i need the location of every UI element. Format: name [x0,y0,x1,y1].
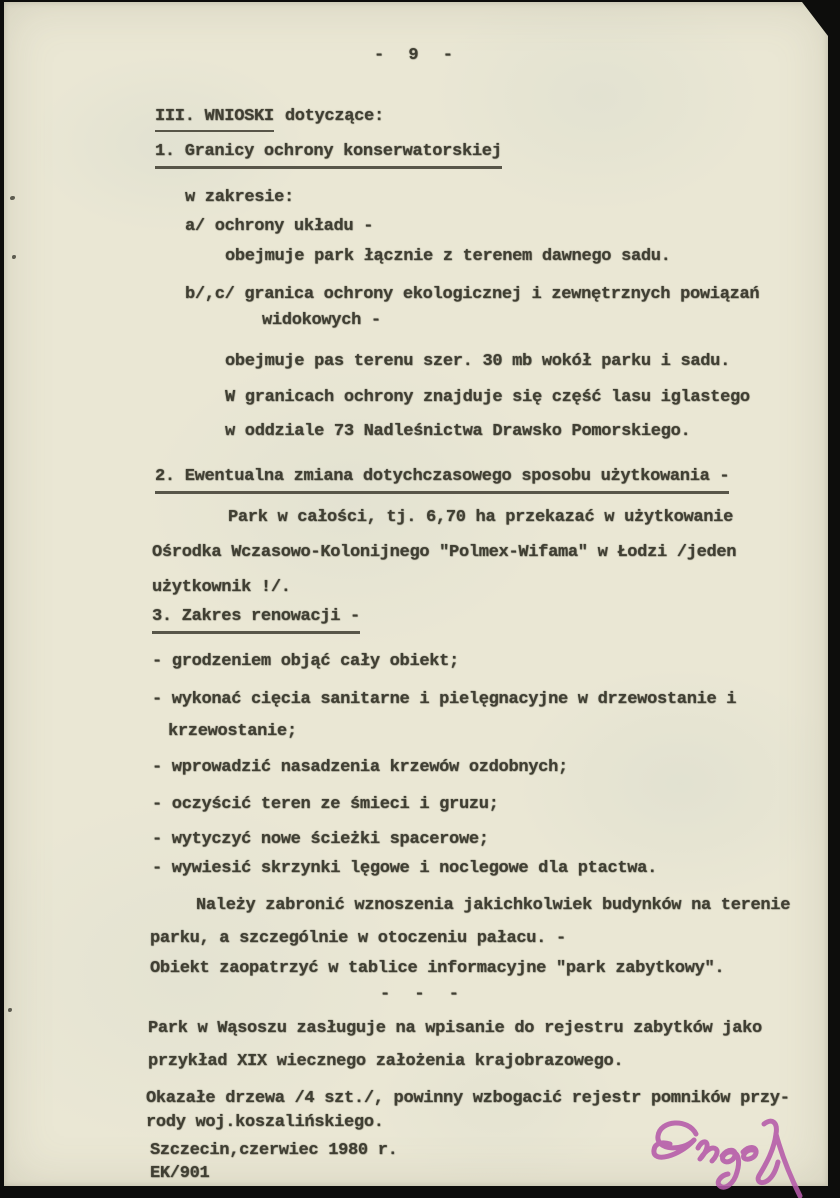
section-3-title-text: 3. Zakres renowacji - [152,606,360,634]
point-bc-body-line-3: w oddziale 73 Nadleśnictwa Drawsko Pomorskiego. [225,422,691,441]
section-3-title [152,606,360,634]
renovation-bullet-6: - wywiesić skrzynki lęgowe i noclegowe dla ptactwa. [152,859,657,878]
renovation-bullet-3: - wprowadzić nasadzenia krzewów ozdobnych; [152,758,568,777]
renovation-bullet-2-line-2: krzewostanie; [168,722,297,741]
renovation-bullet-2-line-1: - wykonać cięcia sanitarne i pielęgnacyjne w drzewostanie i [152,690,737,709]
section-2-body-line-1: Park w całości, tj. 6,70 ha przekazać w użytkowanie [228,508,733,527]
renovation-bullet-5: - wytyczyć nowe ścieżki spacerowe; [152,830,489,849]
section-heading [155,106,384,132]
section-1-title-text: 1. Granicy ochrony konserwatorskiej [155,141,502,169]
renovation-bullet-4: - oczyścić teren ze śmieci i gruzu; [152,795,499,814]
section-3-para-line-3: Obiekt zaopatrzyć w tablice informacyjne "park zabytkowy". [150,959,725,978]
heading-suffix: dotyczące: [284,107,384,126]
point-bc-label-line-2: widokowych - [262,311,381,330]
section-3-para-line-1: Należy zabronić wznoszenia jakichkolwiek budynków na terenie [196,896,791,915]
point-a-label: a/ ochrony układu - [185,217,374,236]
section-2-body-line-3: użytkownik !/. [152,578,291,597]
footer-reference: EK/901 [150,1164,210,1183]
footer-place-date: Szczecin,czerwiec 1980 r. [150,1141,398,1160]
renovation-bullet-1: - grodzeniem objąć cały obiekt; [152,652,459,671]
heading-underlined: III. WNIOSKI [155,106,274,132]
closing-line-1: Park w Wąsoszu zasługuje na wpisanie do rejestru zabytków jako [148,1019,762,1038]
closing-line-2: przykład XIX wiecznego założenia krajobrazowego. [148,1052,624,1071]
closing-line-4: rody woj.koszalińskiego. [146,1113,384,1132]
point-a-body: obejmuje park łącznie z terenem dawnego sadu. [225,247,671,266]
page-number: - 9 - [374,46,461,65]
section-2-title [155,466,729,494]
closing-line-3: Okazałe drzewa /4 szt./, powinny wzbogacić rejestr pomników przy- [146,1089,790,1108]
section-1-title [155,141,502,169]
point-bc-body-line-1: obejmuje pas terenu szer. 30 mb wokół parku i sadu. [225,352,730,371]
section-3-para-line-2: parku, a szczególnie w otoczeniu pałacu. - [150,929,566,948]
section-1-intro: w zakresie: [185,188,294,207]
handwritten-signature [642,1112,840,1198]
section-2-body-line-2: Ośrodka Wczasowo-Kolonijnego "Polmex-Wifama" w Łodzi /jeden [152,543,737,562]
point-bc-body-line-2: W granicach ochrony znajduje się część lasu iglastego [225,388,750,407]
section-2-title-text: 2. Ewentualna zmiana dotychczasowego sposobu użytkowania - [155,466,729,494]
signature-strokes [654,1121,800,1196]
point-bc-label-line-1: b/,c/ granica ochrony ekologicznej i zewnętrznych powiązań [185,285,760,304]
dash-separator: - - - [380,985,467,1004]
